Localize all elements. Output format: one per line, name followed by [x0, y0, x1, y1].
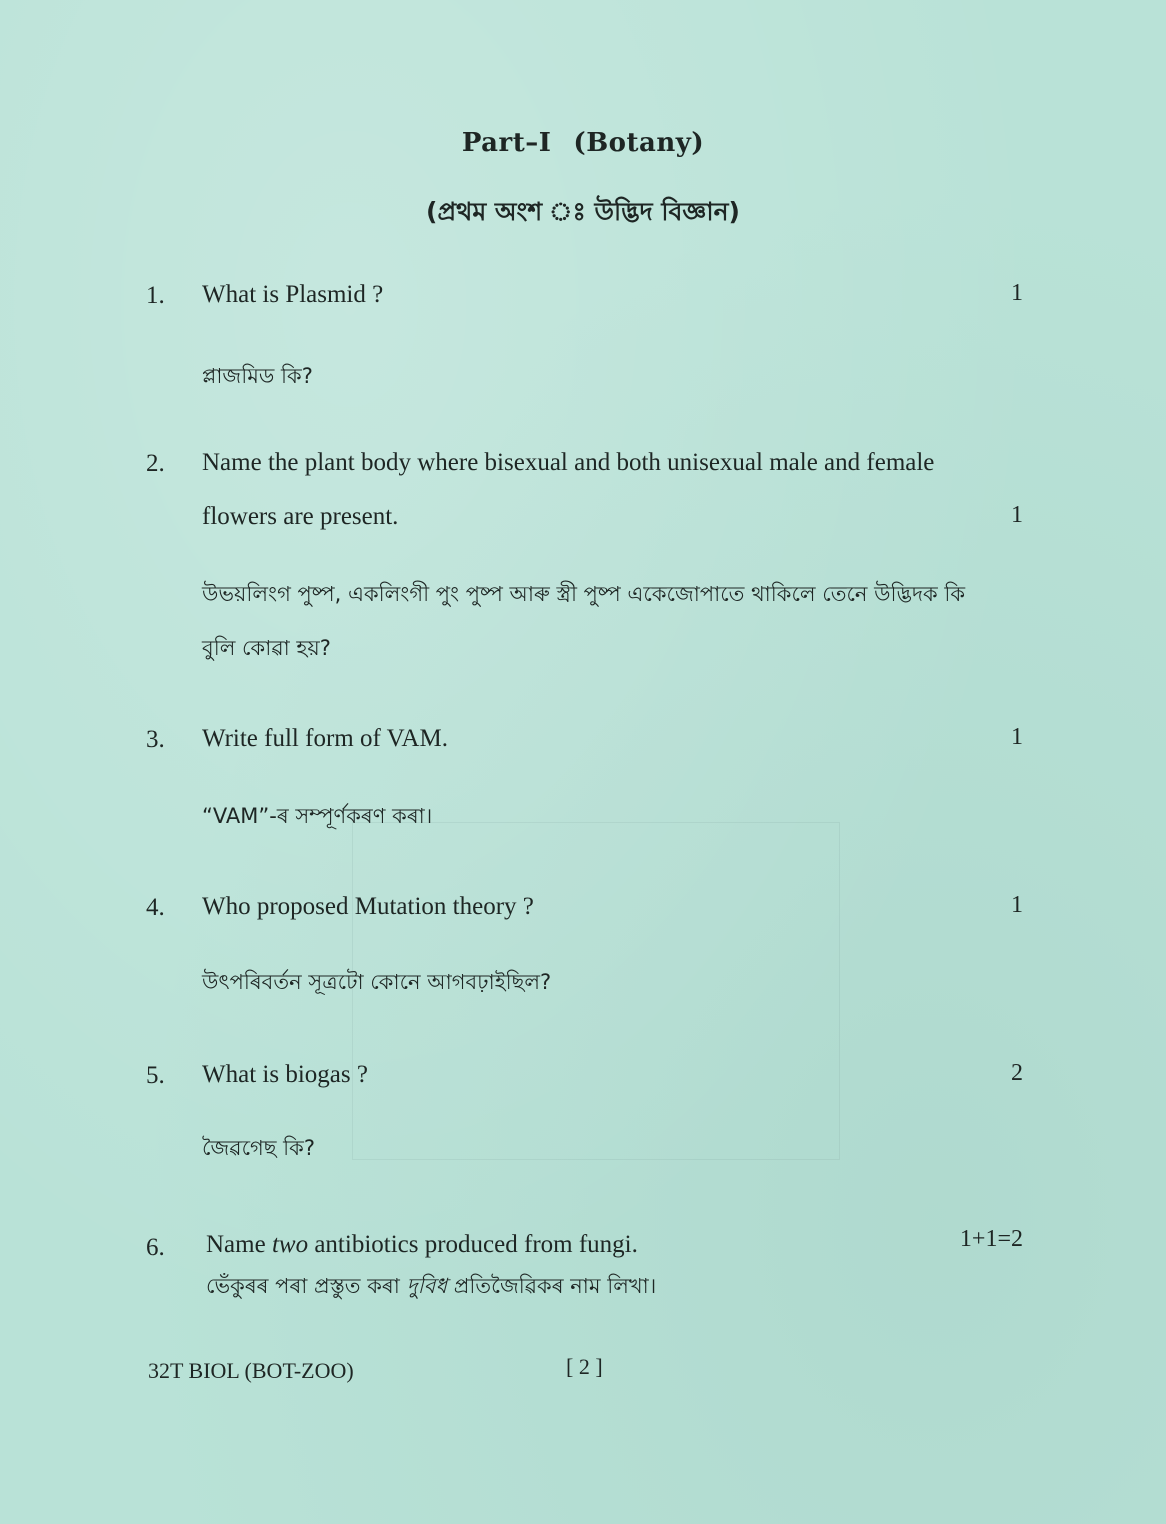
- paper-code: 32T BIOL (BOT-ZOO): [148, 1358, 354, 1383]
- question-english-line1: Name the plant body where bisexual and both unisexual male and female: [202, 449, 935, 476]
- question-number: 3.: [146, 726, 165, 753]
- question-text: প্ৰতিজৈৱিকৰ নাম লিখা।: [447, 1274, 657, 1298]
- question-assamese: জৈৱগেছ কি?: [202, 1136, 316, 1160]
- question-english: What is Plasmid ?: [202, 281, 384, 308]
- question-number: 2.: [146, 450, 165, 477]
- question-english: Write full form of VAM.: [202, 725, 448, 752]
- question-text: Name: [206, 1231, 272, 1258]
- question-number: 1.: [146, 282, 165, 309]
- question-marks: 1: [1011, 502, 1023, 528]
- question-marks: 1: [1011, 892, 1023, 918]
- question-assamese-line1: উভয়লিংগ পুষ্প, একলিংগী পুং পুষ্প আৰু স্ত্ৰী পুষ্প একেজোপাতে থাকিলে তেনে উদ্ভিদক কি: [202, 582, 966, 606]
- question-number: 6.: [146, 1234, 165, 1261]
- part-subject: (Botany): [573, 128, 705, 158]
- question-number: 4.: [146, 894, 165, 921]
- question-emphasis: দুবিধ: [406, 1274, 448, 1298]
- question-assamese: উৎপৰিবৰ্তন সূত্ৰটো কোনে আগবঢ়াইছিল?: [202, 970, 552, 994]
- question-english-line2: flowers are present.: [202, 503, 399, 530]
- question-assamese-line2: বুলি কোৱা হয়?: [202, 636, 331, 660]
- question-marks: 1: [1011, 724, 1023, 750]
- part-label: Part–I: [461, 128, 552, 158]
- question-text: ভেঁকুৰৰ পৰা প্ৰস্তুত কৰা: [206, 1274, 407, 1298]
- question-assamese: “VAM”-ৰ সম্পূৰ্ণকৰণ কৰা।: [202, 804, 433, 828]
- page-number: [ 2 ]: [566, 1354, 603, 1379]
- question-marks: 1: [1011, 280, 1023, 306]
- question-marks: 1+1=2: [959, 1226, 1023, 1252]
- question-assamese: প্লাজমিড কি?: [202, 364, 313, 388]
- question-marks: 2: [1011, 1060, 1023, 1086]
- part-title: [0, 128, 1166, 158]
- question-emphasis: two: [271, 1231, 309, 1258]
- question-assamese: [206, 1258, 1046, 1314]
- question-number: 5.: [146, 1062, 165, 1089]
- question-english: Who proposed Mutation theory ?: [202, 893, 534, 920]
- question-english: What is biogas ?: [202, 1061, 368, 1088]
- question-text: antibiotics produced from fungi.: [308, 1231, 638, 1258]
- part-subtitle: (প্ৰথম অংশ ঃ উদ্ভিদ বিজ্ঞান): [426, 197, 740, 226]
